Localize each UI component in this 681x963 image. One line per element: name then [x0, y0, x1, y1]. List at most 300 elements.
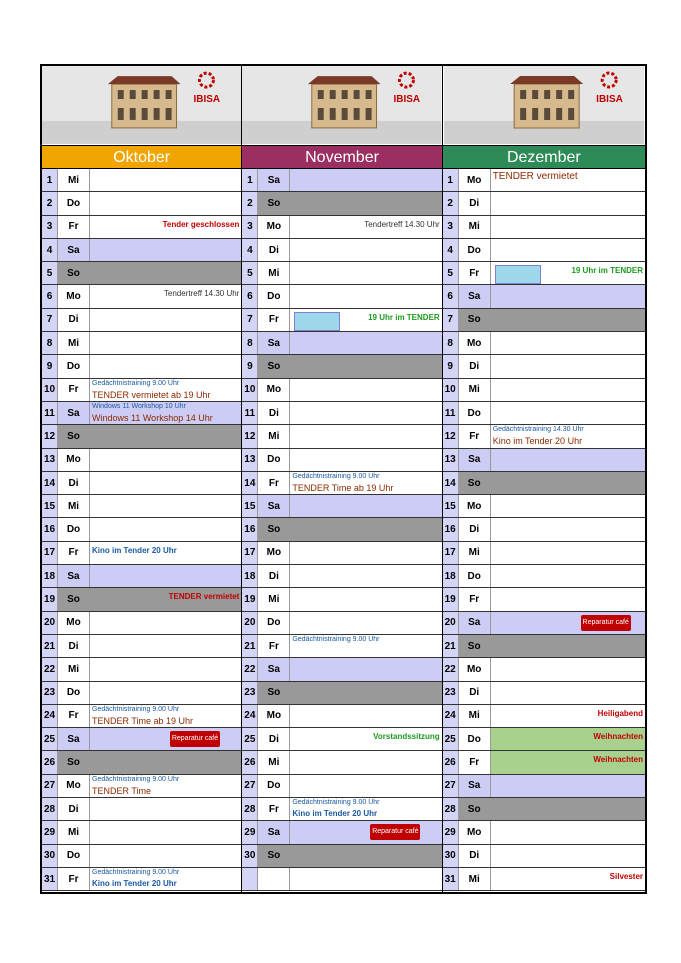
weekday: So: [258, 845, 290, 867]
weekday: Mo: [258, 216, 290, 238]
day-number: 18: [42, 565, 58, 587]
weekday: Sa: [258, 821, 290, 843]
month-column: [443, 66, 645, 892]
event-title: TENDER Time: [92, 785, 152, 796]
day-number: 13: [443, 449, 459, 471]
day-number: 11: [242, 402, 258, 424]
weekday: Do: [58, 845, 90, 867]
weekday: Mo: [58, 775, 90, 797]
event-label: Kino im Tender 20 Uhr: [92, 545, 177, 555]
event-title: TENDER vermietet ab 19 Uhr: [92, 389, 211, 400]
day-number: 12: [443, 425, 459, 447]
weekday: Fr: [58, 705, 90, 727]
event-cell: [290, 425, 441, 447]
event-title: Kino im Tender 20 Uhr: [492, 436, 583, 447]
event-cell: [491, 425, 645, 447]
weekday: Do: [58, 682, 90, 704]
day-number: 22: [443, 658, 459, 680]
weekday: Di: [58, 798, 90, 820]
day-number: 6: [443, 285, 459, 307]
day-row: [242, 379, 441, 402]
day-row: [42, 355, 241, 378]
weekday: Sa: [258, 169, 290, 191]
weekday: Mi: [258, 425, 290, 447]
weekday: Sa: [258, 495, 290, 517]
weekday: Mi: [258, 262, 290, 284]
svg-text:IBISA: IBISA: [393, 94, 421, 106]
day-number: 1: [443, 169, 459, 191]
event-cell: [290, 472, 441, 494]
day-row: [443, 239, 645, 262]
event-label: Kino im Tender 20 Uhr: [92, 878, 177, 888]
weekday: Do: [459, 402, 491, 424]
day-number: 23: [242, 682, 258, 704]
day-row: [242, 565, 441, 588]
event-cell: [491, 868, 645, 890]
day-row: [42, 658, 241, 681]
weekday: Fr: [258, 472, 290, 494]
weekday: Do: [258, 612, 290, 634]
event-note: Gedächtnistraining 9.00 Uhr: [292, 472, 380, 480]
event-title: TENDER Time ab 19 Uhr: [292, 482, 394, 493]
calendar-sheet: [40, 64, 647, 894]
weekday: Fr: [459, 425, 491, 447]
month-header: Oktober: [42, 145, 241, 169]
event-cell: [290, 262, 441, 284]
event-label: Heiligabend: [597, 708, 644, 718]
day-row: [42, 565, 241, 588]
ibisa-logo: [443, 66, 645, 144]
day-number: 10: [42, 379, 58, 401]
day-number: 25: [42, 728, 58, 750]
weekday: Mo: [58, 449, 90, 471]
weekday: Sa: [459, 775, 491, 797]
weekday: Di: [459, 518, 491, 540]
day-number: 20: [42, 612, 58, 634]
day-row: [443, 751, 645, 774]
day-number: 17: [443, 542, 459, 564]
event-cell: [90, 751, 241, 773]
day-row: [443, 169, 645, 192]
weekday: Di: [459, 192, 491, 214]
weekday: Fr: [258, 798, 290, 820]
day-number: 15: [242, 495, 258, 517]
event-cell: [491, 518, 645, 540]
day-row: [242, 332, 441, 355]
day-number: 20: [443, 612, 459, 634]
day-row: [42, 379, 241, 402]
weekday: Fr: [459, 588, 491, 610]
weekday: Di: [58, 309, 90, 331]
day-number: 21: [42, 635, 58, 657]
weekday: Sa: [459, 449, 491, 471]
day-number: 16: [42, 518, 58, 540]
weekday: Do: [258, 449, 290, 471]
day-row: [242, 798, 441, 821]
cubes-icon: [495, 265, 541, 284]
event-cell: [290, 332, 441, 354]
weekday: Fr: [459, 751, 491, 773]
event-label: Tendertreff 14.30 Uhr: [364, 219, 440, 229]
weekday: Di: [258, 402, 290, 424]
day-row: [443, 332, 645, 355]
weekday: Sa: [58, 239, 90, 261]
day-row: [443, 425, 645, 448]
day-row: [443, 612, 645, 635]
weekday: Fr: [258, 309, 290, 331]
day-number: 4: [242, 239, 258, 261]
weekday: Mo: [258, 379, 290, 401]
day-row: [443, 192, 645, 215]
event-cell: [290, 821, 441, 843]
event-cell: [290, 845, 441, 867]
weekday: So: [58, 751, 90, 773]
weekday: Mo: [258, 542, 290, 564]
event-cell: [491, 635, 645, 657]
day-number: 27: [242, 775, 258, 797]
weekday: Mo: [58, 612, 90, 634]
weekday: So: [58, 262, 90, 284]
event-cell: [491, 355, 645, 377]
event-cell: [290, 798, 441, 820]
event-cell: [491, 449, 645, 471]
day-number: 31: [443, 868, 459, 890]
day-row: [443, 868, 645, 891]
day-row: [42, 216, 241, 239]
day-row: [42, 518, 241, 541]
day-row: [443, 542, 645, 565]
event-cell: [290, 705, 441, 727]
weekday: Do: [258, 775, 290, 797]
weekday: Mi: [459, 379, 491, 401]
day-number: 21: [242, 635, 258, 657]
day-row: [443, 728, 645, 751]
day-number: 2: [242, 192, 258, 214]
event-cell: [290, 542, 441, 564]
weekday: Mi: [58, 658, 90, 680]
event-cell: [90, 239, 241, 261]
weekday: Mi: [459, 542, 491, 564]
event-cell: [90, 332, 241, 354]
day-row: [443, 658, 645, 681]
day-number: 30: [42, 845, 58, 867]
day-row: [443, 379, 645, 402]
weekday: Mi: [58, 169, 90, 191]
event-cell: [90, 192, 241, 214]
day-number: 27: [42, 775, 58, 797]
day-number: 8: [443, 332, 459, 354]
event-cell: [290, 495, 441, 517]
event-label: Silvester: [609, 871, 644, 881]
weekday: Sa: [258, 658, 290, 680]
weekday: Do: [58, 518, 90, 540]
event-cell: [290, 355, 441, 377]
weekday: So: [258, 355, 290, 377]
day-row: [242, 542, 441, 565]
event-cell: [90, 425, 241, 447]
weekday: Mo: [459, 495, 491, 517]
weekday: Sa: [459, 285, 491, 307]
day-row: [242, 612, 441, 635]
day-number: 18: [242, 565, 258, 587]
event-label: TENDER vermietet: [168, 592, 240, 602]
weekday: So: [258, 192, 290, 214]
weekday: Mo: [459, 658, 491, 680]
event-cell: [90, 495, 241, 517]
weekday: Mi: [58, 821, 90, 843]
weekday: Mi: [258, 588, 290, 610]
event-cell: [491, 309, 645, 331]
event-label: 19 Uhr im TENDER: [571, 266, 644, 276]
weekday: Di: [258, 728, 290, 750]
event-cell: [90, 658, 241, 680]
day-row: [443, 705, 645, 728]
day-number: 29: [443, 821, 459, 843]
ibisa-logo: [242, 66, 441, 144]
day-number: 17: [42, 542, 58, 564]
day-number: 24: [443, 705, 459, 727]
day-number: 15: [42, 495, 58, 517]
event-cell: [491, 658, 645, 680]
day-number: 14: [443, 472, 459, 494]
weekday: Mo: [459, 169, 491, 191]
svg-text:IBISA: IBISA: [193, 94, 221, 106]
event-cell: [90, 682, 241, 704]
event-cell: [90, 379, 241, 401]
event-cell: [90, 449, 241, 471]
day-number: 7: [42, 309, 58, 331]
day-number: 13: [242, 449, 258, 471]
day-row: [443, 449, 645, 472]
event-cell: [290, 239, 441, 261]
event-cell: [90, 635, 241, 657]
event-cell: [90, 402, 241, 424]
day-number: 8: [42, 332, 58, 354]
day-number: 3: [42, 216, 58, 238]
month-header: November: [242, 145, 441, 169]
weekday: So: [459, 798, 491, 820]
day-row: [242, 472, 441, 495]
day-row: [443, 472, 645, 495]
event-cell: [290, 402, 441, 424]
day-row: [443, 402, 645, 425]
weekday: Di: [258, 239, 290, 261]
day-number: 12: [42, 425, 58, 447]
weekday: Do: [459, 728, 491, 750]
day-row: [42, 612, 241, 635]
day-row: [443, 798, 645, 821]
repair-cafe-logo: Reparatur café: [581, 615, 631, 631]
weekday: Do: [58, 192, 90, 214]
weekday: So: [459, 472, 491, 494]
weekday: Di: [58, 635, 90, 657]
weekday: So: [258, 682, 290, 704]
day-row: [242, 239, 441, 262]
weekday: Sa: [459, 612, 491, 634]
day-row: [242, 821, 441, 844]
day-number: 6: [242, 285, 258, 307]
day-row: [242, 728, 441, 751]
day-row: [42, 169, 241, 192]
day-row: [443, 285, 645, 308]
day-row: [242, 658, 441, 681]
day-row: [242, 682, 441, 705]
day-number: 3: [242, 216, 258, 238]
event-cell: [290, 309, 441, 331]
day-row: [42, 821, 241, 844]
day-row: [42, 868, 241, 891]
event-cell: [90, 588, 241, 610]
event-cell: [290, 775, 441, 797]
day-number: 16: [443, 518, 459, 540]
event-label: 19 Uhr im TENDER: [368, 312, 440, 322]
day-row: [42, 635, 241, 658]
event-cell: [290, 449, 441, 471]
day-number: 5: [42, 262, 58, 284]
day-number: 15: [443, 495, 459, 517]
month-column: [242, 66, 442, 892]
weekday: Di: [459, 355, 491, 377]
day-number: [242, 868, 258, 890]
day-row: [443, 216, 645, 239]
event-cell: [290, 751, 441, 773]
day-row: [242, 425, 441, 448]
event-cell: [491, 472, 645, 494]
event-cell: [290, 682, 441, 704]
day-number: 11: [42, 402, 58, 424]
event-cell: [491, 495, 645, 517]
day-row: [42, 728, 241, 751]
day-row: [42, 425, 241, 448]
event-cell: [491, 542, 645, 564]
day-number: 8: [242, 332, 258, 354]
day-number: 28: [242, 798, 258, 820]
svg-text:IBISA: IBISA: [595, 94, 623, 105]
day-row: [42, 192, 241, 215]
repair-cafe-logo: Reparatur café: [170, 731, 220, 747]
day-number: 13: [42, 449, 58, 471]
weekday: Do: [258, 285, 290, 307]
event-cell: [90, 821, 241, 843]
weekday: Mi: [459, 868, 491, 890]
day-row: [242, 588, 441, 611]
event-cell: [290, 518, 441, 540]
day-row: [242, 262, 441, 285]
event-label: Kino im Tender 20 Uhr: [292, 809, 378, 819]
day-row: [42, 588, 241, 611]
day-row: [242, 751, 441, 774]
day-row: [443, 518, 645, 541]
day-row: [443, 635, 645, 658]
day-row: [42, 262, 241, 285]
event-cell: [491, 728, 645, 750]
event-note: Gedächtnistraining 9.00 Uhr: [292, 799, 380, 807]
day-row: [242, 449, 441, 472]
weekday: Do: [459, 565, 491, 587]
event-note: Gedächtnistraining 14.30 Uhr: [492, 426, 584, 434]
day-number: 4: [443, 239, 459, 261]
day-number: 6: [42, 285, 58, 307]
weekday: Sa: [58, 728, 90, 750]
weekday: Sa: [258, 332, 290, 354]
day-number: 12: [242, 425, 258, 447]
event-cell: [491, 705, 645, 727]
event-cell: [90, 798, 241, 820]
day-number: 2: [42, 192, 58, 214]
day-number: 25: [443, 728, 459, 750]
event-cell: [290, 635, 441, 657]
day-row: [242, 355, 441, 378]
event-cell: [491, 402, 645, 424]
day-number: 19: [42, 588, 58, 610]
weekday: Mi: [258, 751, 290, 773]
event-cell: [491, 216, 645, 238]
day-row: [443, 845, 645, 868]
weekday: Mi: [459, 705, 491, 727]
day-number: 17: [242, 542, 258, 564]
day-row: [242, 775, 441, 798]
event-cell: [90, 775, 241, 797]
day-row: [42, 402, 241, 425]
event-title: Windows 11 Workshop 14 Uhr: [92, 412, 213, 423]
event-title: TENDER vermietet: [492, 171, 578, 182]
month-header: Dezember: [443, 145, 645, 169]
weekday: Mi: [58, 332, 90, 354]
day-number: 26: [242, 751, 258, 773]
event-cell: [290, 192, 441, 214]
event-cell: [290, 379, 441, 401]
event-cell: [491, 192, 645, 214]
day-number: 23: [42, 682, 58, 704]
event-cell: [90, 355, 241, 377]
weekday: So: [459, 635, 491, 657]
day-row: [242, 845, 441, 868]
day-number: 10: [242, 379, 258, 401]
event-cell: [90, 216, 241, 238]
day-row: [242, 309, 441, 332]
day-row: [443, 588, 645, 611]
day-row: [42, 682, 241, 705]
day-row: [443, 821, 645, 844]
weekday: Fr: [58, 542, 90, 564]
event-cell: [491, 379, 645, 401]
day-row: [443, 775, 645, 798]
event-cell: [290, 216, 441, 238]
event-cell: [90, 472, 241, 494]
day-row: [443, 682, 645, 705]
day-row: [242, 705, 441, 728]
day-number: 30: [242, 845, 258, 867]
weekday: Di: [459, 682, 491, 704]
day-number: 26: [443, 751, 459, 773]
event-cell: [290, 612, 441, 634]
event-cell: [90, 728, 241, 750]
weekday: Mi: [58, 495, 90, 517]
cubes-icon: [294, 312, 340, 331]
event-cell: [90, 262, 241, 284]
event-note: Gedächtnistraining 9.00 Uhr: [92, 379, 180, 387]
day-row: [42, 285, 241, 308]
repair-cafe-logo: Reparatur café: [370, 824, 420, 840]
day-row: [443, 355, 645, 378]
weekday: Do: [459, 239, 491, 261]
event-cell: [90, 868, 241, 890]
day-number: 19: [242, 588, 258, 610]
day-row: [443, 565, 645, 588]
day-number: 22: [242, 658, 258, 680]
ibisa-logo: [42, 66, 241, 144]
event-note: Gedächtnistraining 9.00 Uhr: [92, 775, 180, 783]
